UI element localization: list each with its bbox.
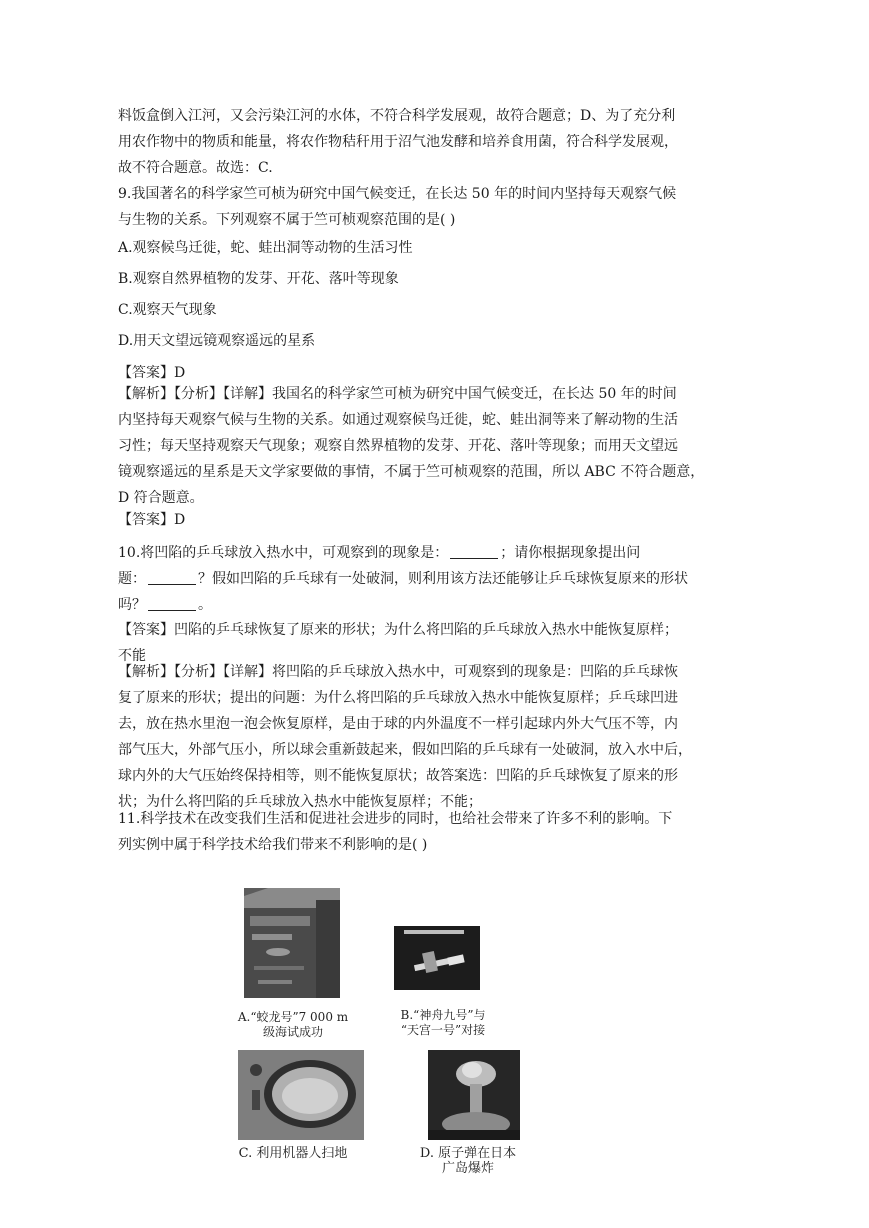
submersible-image <box>244 888 340 998</box>
text-line: 内坚持每天观察气候与生物的关系。如通过观察候鸟迁徙，蛇、蛙出洞等来了解动物的生活 <box>118 412 678 428</box>
q9-answer-label: 【答案】D <box>118 365 186 381</box>
option-d-caption <box>406 1146 530 1176</box>
q9-analysis <box>118 381 754 511</box>
text-line <box>118 566 754 592</box>
option-b-caption <box>378 1008 508 1038</box>
text-line: 用农作物中的物质和能量，将农作物秸秆用于沼气池发酵和培养食用菌，符合科学发展观， <box>118 134 678 150</box>
q9-option-d: D.用天文望远镜观察遥远的星系 <box>118 333 316 349</box>
q9-option-b: B.观察自然界植物的发芽、开花、落叶等现象 <box>118 271 399 287</box>
mushroom-cloud-illustration <box>428 1050 520 1140</box>
q10-text: 10.将凹陷的乒乓球放入热水中，可观察到的现象是： <box>118 545 449 561</box>
caption-line: D. 原子弹在日本 <box>419 1146 517 1161</box>
atomic-bomb-image <box>428 1050 520 1140</box>
text-line: 不能 <box>118 648 146 664</box>
question-11-stem <box>118 806 754 858</box>
option-a-caption <box>218 1010 368 1040</box>
q9-option-c: C.观察天气现象 <box>118 302 217 318</box>
text-line: 镜观察遥远的星系是天文学家要做的事情，不属于竺可桢观察的范围，所以 ABC 不符合题意， <box>118 464 705 480</box>
q10-text: 。 <box>198 597 212 613</box>
caption-line: A.“蛟龙号”7 000 m <box>237 1010 349 1024</box>
answer-blank <box>450 542 498 559</box>
q11-options-figure <box>210 882 530 1182</box>
caption-line: “天宫一号”对接 <box>400 1023 486 1037</box>
answer-blank <box>148 568 196 585</box>
text-line <box>118 592 754 618</box>
text-line: 复了原来的形状；提出的问题：为什么将凹陷的乒乓球放入热水中能恢复原样；乒乓球凹进 <box>118 690 678 706</box>
spacecraft-illustration <box>394 926 480 990</box>
q9-option-a: A.观察候鸟迁徙，蛇、蛙出洞等动物的生活习性 <box>118 240 413 256</box>
text-line: 9.我国著名的科学家竺可桢为研究中国气候变迁，在长达 50 年的时间内坚持每天观察气候 <box>118 186 677 202</box>
q10-text: 题： <box>118 571 146 587</box>
text-line: 球内外的大气压始终保持相等，则不能恢复原状；故答案选：凹陷的乒乓球恢复了原来的形 <box>118 768 678 784</box>
text-line: 去，放在热水里泡一泡会恢复原样，是由于球的内外温度不一样引起球内外大气压不等，内 <box>118 716 678 732</box>
caption-line: 级海试成功 <box>262 1025 323 1039</box>
option-c-caption: C. 利用机器人扫地 <box>238 1146 348 1161</box>
caption-line: B.“神舟九号”与 <box>400 1008 486 1022</box>
text-line: 【答案】凹陷的乒乓球恢复了原来的形状；为什么将凹陷的乒乓球放入热水中能恢复原样； <box>118 622 678 638</box>
text-line: 【解析】【分析】【详解】我国名的科学家竺可桢为研究中国气候变迁，在长达 50 年的时间 <box>118 386 677 402</box>
text-line: 习性；每天坚持观察天气现象；观察自然界植物的发芽、开花、落叶等现象；而用天文望远 <box>118 438 678 454</box>
text-line: 部气压大，外部气压小，所以球会重新鼓起来，假如凹陷的乒乓球有一处破洞，放入水中后， <box>118 742 692 758</box>
q10-text: 吗？ <box>118 597 146 613</box>
question-9-stem <box>118 181 754 233</box>
text-line: 料饭盒倒入江河，又会污染江河的水体，不符合科学发展观，故符合题意；D、为了充分利 <box>118 108 676 124</box>
text-line: 列实例中属于科学技术给我们带来不利影响的是( ) <box>118 837 428 853</box>
robot-vacuum-image <box>238 1050 364 1140</box>
question-10-stem <box>118 540 754 618</box>
robot-vacuum-illustration <box>238 1050 364 1140</box>
answer-blank <box>148 594 196 611</box>
q9-answer-repeat: 【答案】D <box>118 512 186 528</box>
caption-line: 广岛爆炸 <box>441 1161 494 1176</box>
q10-text: ；请你根据现象提出问 <box>500 545 641 561</box>
docking-image <box>394 926 480 990</box>
text-line: 状；为什么将凹陷的乒乓球放入热水中能恢复原样；不能； <box>118 794 482 810</box>
text-line: D 符合题意。 <box>118 490 204 506</box>
text-line: 【解析】【分析】【详解】将凹陷的乒乓球放入热水中，可观察到的现象是：凹陷的乒乓球恢 <box>118 664 678 680</box>
q10-analysis <box>118 659 754 815</box>
q10-text: ？假如凹陷的乒乓球有一处破洞，则利用该方法还能够让乒乓球恢复原来的形状 <box>198 571 688 587</box>
intro-paragraph <box>118 103 754 181</box>
submersible-illustration <box>244 888 340 998</box>
text-line: 故不符合题意。故选：C. <box>118 160 273 176</box>
text-line: 11.科学技术在改变我们生活和促进社会进步的同时，也给社会带来了许多不利的影响。下 <box>118 811 673 827</box>
text-line <box>118 540 754 566</box>
text-line: 与生物的关系。下列观察不属于竺可桢观察范围的是( ) <box>118 212 456 228</box>
